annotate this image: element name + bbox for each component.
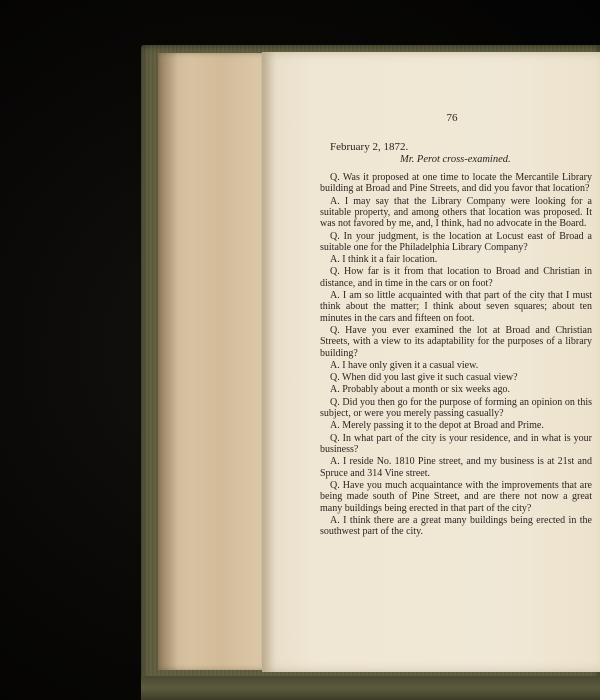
paragraph: Q. When did you last give it such casual view? xyxy=(330,372,518,384)
paragraph: A. I am so little acquainted with that part of the city that I must think about the matter; I think about seven squares; about ten minutes in the cars and fifteen on foot. xyxy=(320,290,592,324)
paragraph: A. I may say that the Library Company were looking for a suitable property, and among others that location was proposed. It was not favored by me, and, I think, had no advocate in the Board. xyxy=(320,195,592,230)
paragraph: A. I think it a fair location. xyxy=(330,254,438,266)
paragraph: Q. Have you ever examined the lot at Broad and Christian Streets, with a view to its adaptability for the purposes of a library building? xyxy=(320,325,592,359)
paragraph: Q. Was it proposed at one time to locate the Mercantile Library building at Broad and Pine Streets, and did you favor that location? xyxy=(320,172,592,195)
book-cover-edge xyxy=(141,676,600,700)
paragraph: A. I think there are a great many buildings being erected in the southwest part of the city. xyxy=(320,514,592,538)
paragraph: A. Probably about a month or six weeks ago. xyxy=(330,384,510,396)
section-title: Mr. Perot cross-examined. xyxy=(400,154,511,165)
paragraph: Q. In what part of the city is your residence, and in what is your business? xyxy=(320,432,592,455)
page-number: 76 xyxy=(446,112,458,124)
paragraph: A. I reside No. 1810 Pine street, and my business is at 21st and Spruce and 314 Vine street. xyxy=(320,456,592,479)
page-body xyxy=(320,172,592,538)
paragraph: A. I have only given it a casual view. xyxy=(330,360,479,372)
page-edge-shadow xyxy=(158,53,178,670)
paragraph: A. Merely passing it to the depot at Broad and Prime. xyxy=(330,420,544,432)
paragraph: Q. How far is it from that location to Broad and Christian in distance, and in time in the cars or on foot? xyxy=(320,266,592,289)
paragraph: Q. Did you then go for the purpose of forming an opinion on this subject, or were you merely passing casually? xyxy=(320,396,592,420)
paragraph: Q. Have you much acquaintance with the improvements that are being made south of Pine Street, and are there not now a great many buildings being erected in that part of the city? xyxy=(320,479,592,514)
paragraph: Q. In your judgment, is the location at Locust east of Broad a suitable one for the Philadelphia Library Company? xyxy=(320,230,592,254)
page-date: February 2, 1872. xyxy=(330,141,409,153)
